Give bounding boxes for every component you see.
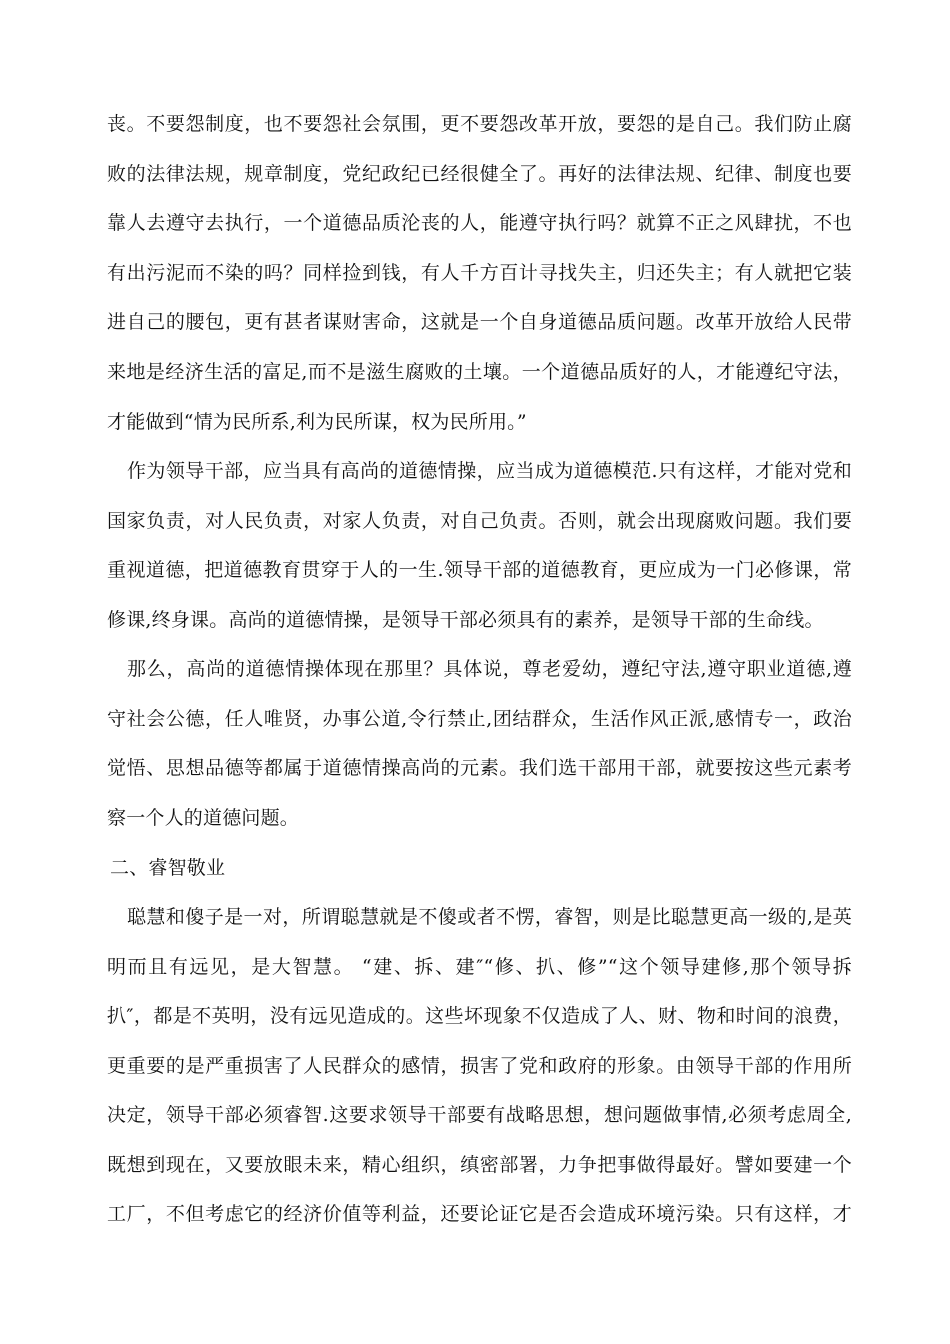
- text-line: 修课,终身课。高尚的道德情操，是领导干部必须具有的素养，是领导干部的生命线。: [107, 609, 824, 631]
- text-line: 丧。不要怨制度，也不要怨社会氛围，更不要怨改革开放，要怨的是自己。我们防止腐: [107, 113, 852, 135]
- text-line: 作为领导干部，应当具有高尚的道德情操，应当成为道德模范.只有这样，才能对党和: [127, 460, 852, 482]
- text-line: 既想到现在，又要放眼未来，精心组织，缜密部署，力争把事做得最好。譬如要建一个: [107, 1154, 852, 1176]
- text-line: 来地是经济生活的富足,而不是滋生腐败的土壤。一个道德品质好的人，才能遵纪守法，: [107, 361, 852, 383]
- text-line: 才能做到“情为民所系,利为民所谋，权为民所用。”: [107, 411, 527, 433]
- text-line: 进自己的腰包，更有甚者谋财害命，这就是一个自身道德品质问题。改革开放给人民带: [107, 311, 852, 333]
- text-line: 重视道德，把道德教育贯穿于人的一生.领导干部的道德教育，更应成为一门必修课，常: [107, 559, 852, 581]
- text-line: 那么，高尚的道德情操体现在那里？具体说，尊老爱幼，遵纪守法,遵守职业道德,遵: [127, 658, 852, 680]
- text-line: 决定，领导干部必须睿智.这要求领导干部要有战略思想，想问题做事情,必须考虑周全,: [107, 1104, 852, 1126]
- text-line: 工厂，不但考虑它的经济价值等利益，还要论证它是否会造成环境污染。只有这样，才: [107, 1203, 852, 1225]
- text-line: 明而且有远见，是大智慧。 “建、拆、建″“修、扒、修”“这个领导建修,那个领导拆: [107, 956, 852, 978]
- text-line: 更重要的是严重损害了人民群众的感情，损害了党和政府的形象。由领导干部的作用所: [107, 1055, 852, 1077]
- text-line: 聪慧和傻子是一对，所谓聪慧就是不傻或者不愣，睿智，则是比聪慧更高一级的,是英: [127, 906, 852, 928]
- text-line: 败的法律法规，规章制度，党纪政纪已经很健全了。再好的法律法规、纪律、制度也要: [107, 163, 852, 185]
- text-line: 国家负责，对人民负责，对家人负责，对自己负责。否则，就会出现腐败问题。我们要: [107, 510, 852, 532]
- text-line: 察一个人的道德问题。: [107, 807, 300, 829]
- text-line: 守社会公德，任人唯贤，办事公道,令行禁止,团结群众，生活作风正派,感情专一，政治: [107, 708, 852, 730]
- text-line: 扒″，都是不英明，没有远见造成的。这些坏现象不仅造成了人、财、物和时间的浪费，: [107, 1005, 852, 1027]
- section-heading: 二、睿智敬业: [110, 857, 226, 879]
- text-line: 有出污泥而不染的吗？同样捡到钱，有人千方百计寻找失主，归还失主；有人就把它装: [107, 262, 852, 284]
- text-line: 靠人去遵守去执行，一个道德品质沦丧的人，能遵守执行吗？就算不正之风肆扰，不也: [107, 212, 852, 234]
- text-line: 觉悟、思想品德等都属于道德情操高尚的元素。我们选干部用干部，就要按这些元素考: [107, 757, 852, 779]
